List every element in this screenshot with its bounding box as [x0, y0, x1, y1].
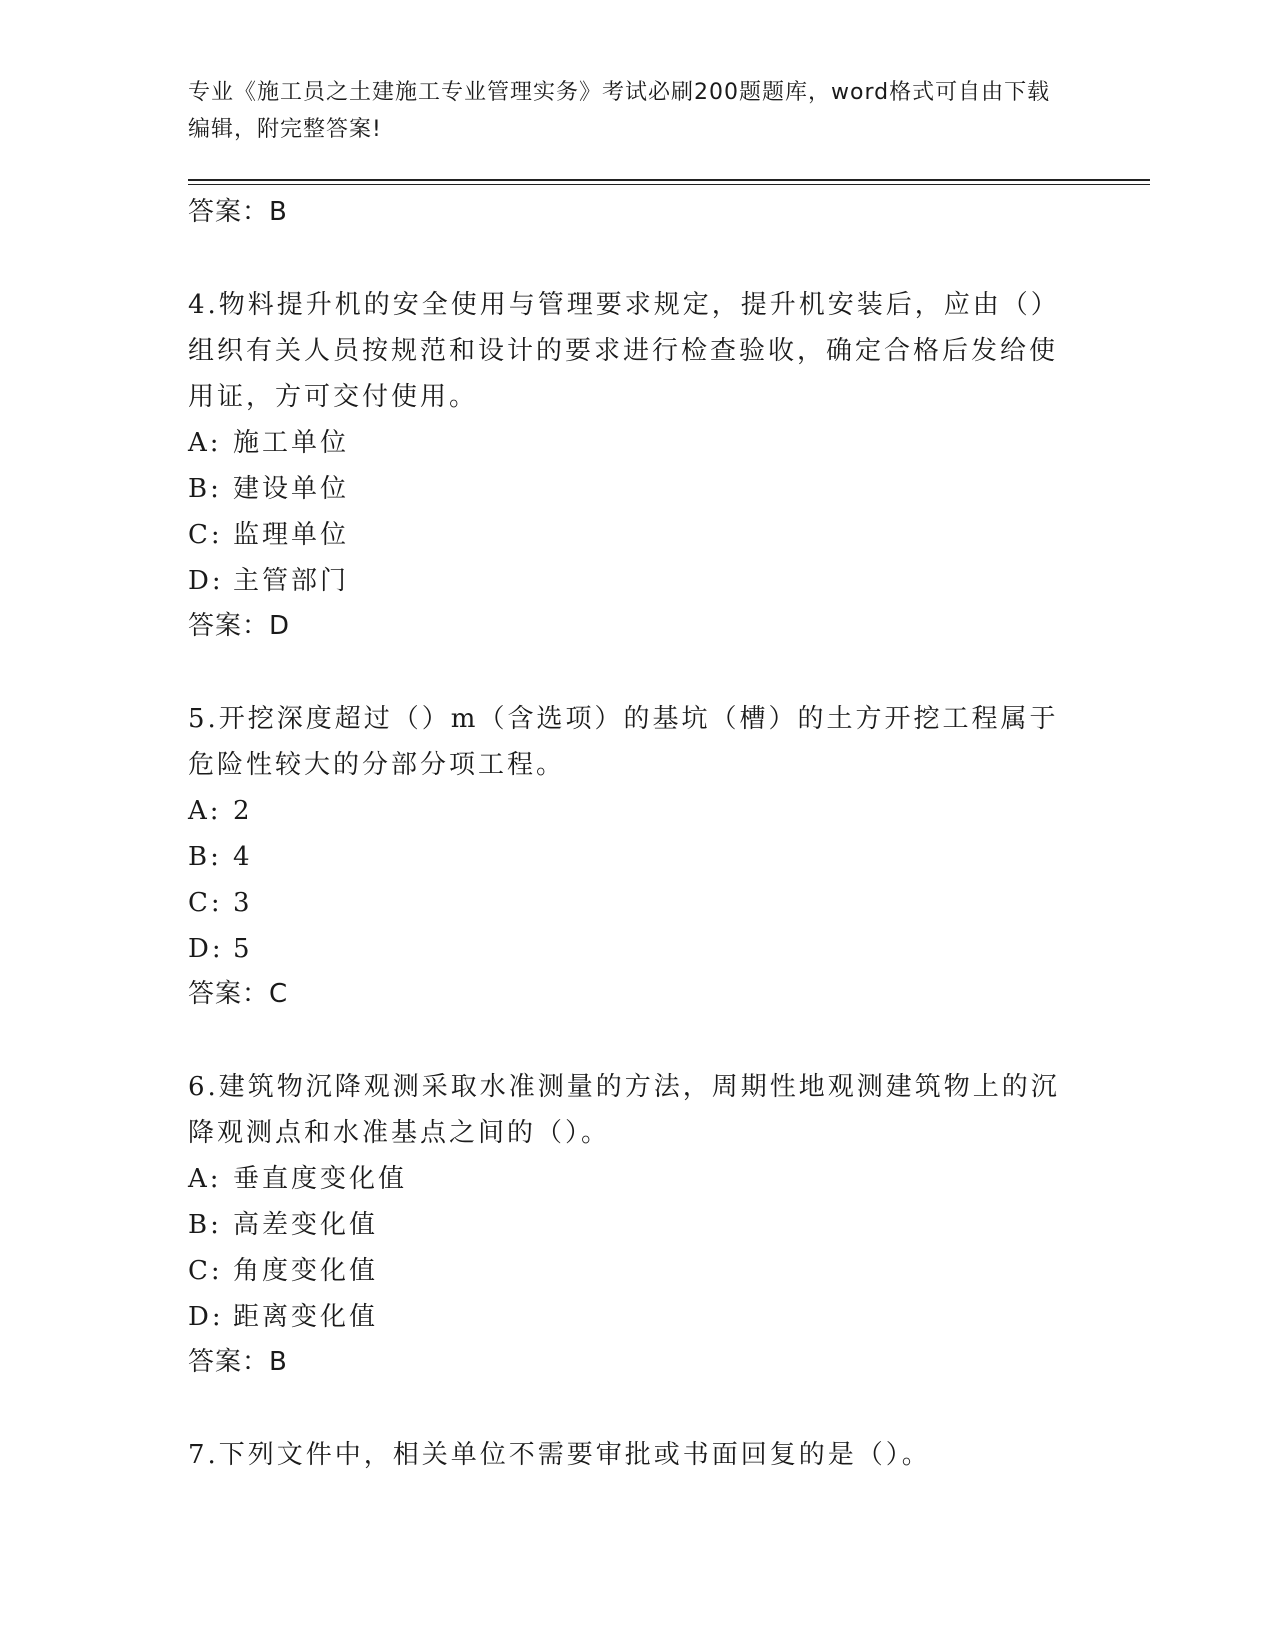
option-key: D:	[188, 566, 224, 596]
question-block-5	[188, 696, 1078, 1016]
option-d	[188, 926, 1078, 972]
question-text: 5.开挖深度超过（）m（含选项）的基坑（槽）的土方开挖工程属于危险性较大的分部分项工程。	[188, 704, 1059, 780]
question-block-7	[188, 1432, 1078, 1478]
option-key: A:	[188, 1164, 222, 1194]
option-text: 建设单位	[233, 474, 350, 504]
option-key: C:	[188, 1256, 223, 1286]
answer-line: 答案：B	[188, 1347, 288, 1377]
header-title: 专业《施工员之土建施工专业管理实务》考试必刷200题题库，word格式可自由下载编辑，附完整答案!	[188, 80, 1051, 142]
option-d	[188, 1294, 1078, 1340]
option-c	[188, 880, 1078, 926]
option-key: D:	[188, 1302, 224, 1332]
option-key: B:	[188, 842, 222, 872]
option-text: 垂直度变化值	[233, 1164, 408, 1194]
answer-line: 答案：D	[188, 611, 291, 641]
option-d	[188, 558, 1078, 604]
question-list	[188, 190, 1078, 1478]
option-a	[188, 1156, 1078, 1202]
option-key: A:	[188, 428, 222, 458]
option-key: C:	[188, 888, 223, 918]
document-header	[188, 74, 1068, 148]
option-text: 5	[233, 934, 253, 964]
option-text: 距离变化值	[233, 1302, 379, 1332]
question-text: 4.物料提升机的安全使用与管理要求规定，提升机安装后，应由（）组织有关人员按规范和设计的要求进行检查验收，确定合格后发给使用证，方可交付使用。	[188, 290, 1060, 412]
option-text: 3	[233, 888, 253, 918]
option-b	[188, 834, 1078, 880]
answer-line: 答案：C	[188, 979, 289, 1009]
option-c	[188, 1248, 1078, 1294]
option-key: C:	[188, 520, 223, 550]
option-b	[188, 1202, 1078, 1248]
option-text: 角度变化值	[233, 1256, 379, 1286]
option-key: D:	[188, 934, 224, 964]
option-key: B:	[188, 474, 222, 504]
option-text: 施工单位	[233, 428, 350, 458]
question-block-6	[188, 1064, 1078, 1384]
option-text: 监理单位	[233, 520, 350, 550]
option-b	[188, 466, 1078, 512]
option-key: B:	[188, 1210, 222, 1240]
option-text: 4	[233, 842, 253, 872]
option-a	[188, 420, 1078, 466]
previous-answer: 答案：B	[188, 197, 288, 227]
question-text: 6.建筑物沉降观测采取水准测量的方法，周期性地观测建筑物上的沉降观测点和水准基点之间的（）。	[188, 1072, 1060, 1148]
option-text: 主管部门	[233, 566, 350, 596]
header-rule-thin	[188, 184, 1150, 185]
option-c	[188, 512, 1078, 558]
option-text: 高差变化值	[233, 1210, 379, 1240]
question-block-4	[188, 282, 1078, 648]
header-rule-thick	[188, 179, 1150, 181]
option-text: 2	[233, 796, 253, 826]
option-a	[188, 788, 1078, 834]
option-key: A:	[188, 796, 222, 826]
question-text: 7.下列文件中，相关单位不需要审批或书面回复的是（）。	[188, 1440, 931, 1470]
